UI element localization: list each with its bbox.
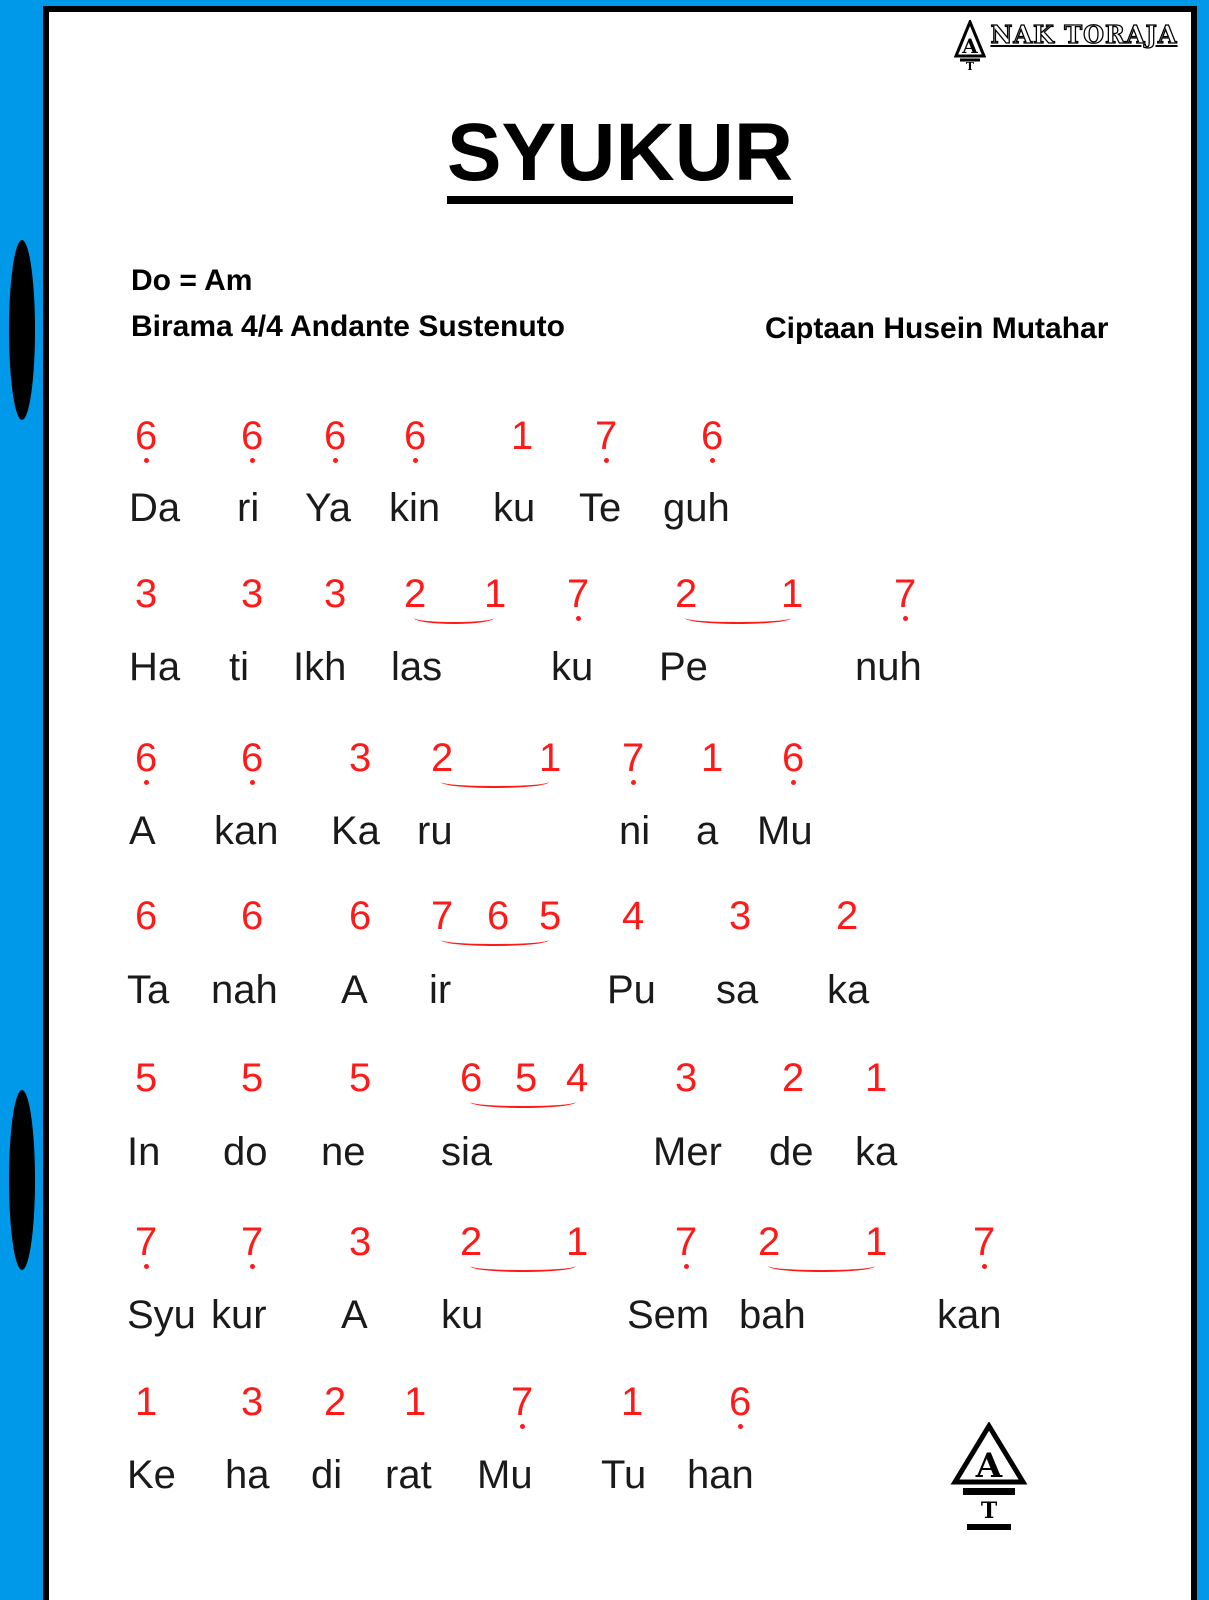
lower-octave-dot xyxy=(631,780,636,785)
slur-mark xyxy=(441,934,549,946)
slur-mark xyxy=(470,1096,576,1108)
note: 7 xyxy=(431,894,454,938)
note: 5 xyxy=(349,1056,372,1100)
lyric-syllable: Ya xyxy=(305,486,351,530)
slur-mark xyxy=(441,776,549,788)
note: 6 xyxy=(241,738,263,778)
note: 7 xyxy=(135,1222,157,1262)
note: 1 xyxy=(404,1380,427,1424)
lower-octave-dot xyxy=(250,458,255,463)
lower-octave-dot xyxy=(738,1424,743,1429)
lyric-syllable: ku xyxy=(493,486,536,530)
lyric-syllable: do xyxy=(223,1130,268,1174)
note: 6 xyxy=(729,1382,751,1422)
note: 6 xyxy=(487,894,510,938)
lower-octave-dot xyxy=(413,458,418,463)
lyric-syllable: Ke xyxy=(127,1453,176,1497)
note: 6 xyxy=(135,738,157,778)
note: 3 xyxy=(349,1220,372,1264)
note: 5 xyxy=(241,1056,264,1100)
note: 2 xyxy=(431,736,454,780)
lyric-syllable: A xyxy=(341,968,368,1012)
note: 7 xyxy=(675,1222,697,1262)
lower-octave-dot xyxy=(604,458,609,463)
note: 5 xyxy=(515,1056,538,1100)
brand-name: NAK TORAJA xyxy=(990,20,1178,49)
note: 2 xyxy=(836,894,859,938)
note: 6 xyxy=(135,894,158,938)
note: 3 xyxy=(729,894,752,938)
lyric-syllable: Ta xyxy=(127,968,170,1012)
lower-octave-dot xyxy=(144,1264,149,1269)
lower-octave-dot xyxy=(903,616,908,621)
lyric-syllable: nuh xyxy=(855,645,922,689)
lower-octave-dot xyxy=(250,780,255,785)
lyric-syllable: kan xyxy=(214,809,279,853)
lyric-syllable: kur xyxy=(211,1293,267,1337)
lyric-syllable: sia xyxy=(441,1130,493,1174)
note: 3 xyxy=(349,736,372,780)
key-signature: Do = Am xyxy=(131,264,253,297)
lyric-syllable: Mu xyxy=(757,809,813,853)
note: 6 xyxy=(135,416,157,456)
binder-ring-lower xyxy=(9,1090,35,1270)
note: 7 xyxy=(622,738,644,778)
note: 1 xyxy=(566,1220,589,1264)
lyric-syllable: ir xyxy=(429,968,452,1012)
note: 6 xyxy=(324,416,346,456)
lyric-syllable: di xyxy=(311,1453,343,1497)
note: 1 xyxy=(865,1056,888,1100)
note: 1 xyxy=(621,1380,644,1424)
note: 7 xyxy=(241,1222,263,1262)
meter-tempo: Birama 4/4 Andante Sustenuto xyxy=(131,310,565,343)
song-sheet xyxy=(43,6,1197,1600)
note: 6 xyxy=(349,894,372,938)
brand-logo-top xyxy=(954,20,1178,70)
note: 6 xyxy=(404,416,426,456)
note: 3 xyxy=(241,572,264,616)
slur-mark xyxy=(768,1260,875,1272)
note: 1 xyxy=(511,414,534,458)
note: 3 xyxy=(675,1056,698,1100)
lyric-syllable: Mu xyxy=(477,1453,533,1497)
lyric-syllable: In xyxy=(127,1130,161,1174)
note: 6 xyxy=(241,894,264,938)
lyric-syllable: ti xyxy=(229,645,249,689)
lyric-syllable: ni xyxy=(619,809,651,853)
lyric-syllable: Ka xyxy=(331,809,380,853)
lyric-syllable: ri xyxy=(237,486,260,530)
lyric-syllable: nah xyxy=(211,968,278,1012)
note: 2 xyxy=(675,572,698,616)
svg-text:T: T xyxy=(980,1498,998,1524)
note: 2 xyxy=(758,1220,781,1264)
note: 6 xyxy=(460,1056,483,1100)
lyric-syllable: Sem xyxy=(627,1293,710,1337)
song-title-wrap xyxy=(49,107,1191,204)
lower-octave-dot xyxy=(520,1424,525,1429)
lyric-syllable: ne xyxy=(321,1130,366,1174)
note: 5 xyxy=(539,894,562,938)
note: 1 xyxy=(701,736,724,780)
lower-octave-dot xyxy=(144,780,149,785)
song-title: SYUKUR xyxy=(447,112,793,204)
svg-text:A: A xyxy=(975,1446,1003,1486)
lyric-syllable: las xyxy=(391,645,443,689)
lyric-syllable: Syu xyxy=(127,1293,196,1337)
lyric-syllable: kin xyxy=(389,486,441,530)
note: 3 xyxy=(241,1380,264,1424)
lyric-syllable: ku xyxy=(551,645,594,689)
note: 6 xyxy=(241,416,263,456)
brand-a-icon xyxy=(954,20,986,70)
lyric-syllable: Mer xyxy=(653,1130,722,1174)
slur-mark xyxy=(470,1260,576,1272)
note: 1 xyxy=(539,736,562,780)
lyric-syllable: guh xyxy=(663,486,730,530)
note: 2 xyxy=(782,1056,805,1100)
brand-logo-bottom xyxy=(949,1422,1029,1542)
binder-ring-upper xyxy=(9,240,35,420)
note: 3 xyxy=(135,572,158,616)
note: 1 xyxy=(135,1380,158,1424)
lyric-syllable: Ha xyxy=(129,645,181,689)
note: 5 xyxy=(135,1056,158,1100)
lyric-syllable: ku xyxy=(441,1293,484,1337)
note: 1 xyxy=(781,572,804,616)
lyric-syllable: ka xyxy=(855,1130,898,1174)
note: 1 xyxy=(484,572,507,616)
brand-emblem-icon xyxy=(949,1422,1029,1537)
note: 2 xyxy=(460,1220,483,1264)
lyric-syllable: sa xyxy=(716,968,759,1012)
note: 7 xyxy=(567,574,589,614)
lyric-syllable: ka xyxy=(827,968,870,1012)
slur-mark xyxy=(414,612,494,624)
lower-octave-dot xyxy=(250,1264,255,1269)
note: 2 xyxy=(404,572,427,616)
note: 7 xyxy=(511,1382,533,1422)
composer: Ciptaan Husein Mutahar xyxy=(765,312,1109,345)
note: 4 xyxy=(622,894,645,938)
lower-octave-dot xyxy=(710,458,715,463)
slur-mark xyxy=(685,612,791,624)
svg-text:A: A xyxy=(962,34,978,58)
lower-octave-dot xyxy=(791,780,796,785)
lyric-syllable: a xyxy=(696,809,719,853)
lyric-syllable: ru xyxy=(417,809,453,853)
note: 7 xyxy=(595,416,617,456)
note: 4 xyxy=(566,1056,589,1100)
lyric-syllable: A xyxy=(341,1293,368,1337)
lyric-syllable: bah xyxy=(739,1293,806,1337)
lyric-syllable: Pe xyxy=(659,645,708,689)
note: 3 xyxy=(324,572,347,616)
note: 7 xyxy=(973,1222,995,1262)
lyric-syllable: kan xyxy=(937,1293,1002,1337)
note: 1 xyxy=(865,1220,888,1264)
lyric-syllable: de xyxy=(769,1130,814,1174)
lower-octave-dot xyxy=(144,458,149,463)
svg-text:T: T xyxy=(965,60,975,70)
note: 7 xyxy=(894,574,916,614)
lyric-syllable: han xyxy=(687,1453,754,1497)
lyric-syllable: Tu xyxy=(601,1453,647,1497)
lower-octave-dot xyxy=(982,1264,987,1269)
lower-octave-dot xyxy=(333,458,338,463)
lyric-syllable: rat xyxy=(385,1453,432,1497)
lyric-syllable: Ikh xyxy=(293,645,347,689)
lyric-syllable: Te xyxy=(579,486,622,530)
lower-octave-dot xyxy=(576,616,581,621)
note: 2 xyxy=(324,1380,347,1424)
lyric-syllable: A xyxy=(129,809,156,853)
lyric-syllable: ha xyxy=(225,1453,270,1497)
lyric-syllable: Pu xyxy=(607,968,656,1012)
note: 6 xyxy=(782,738,804,778)
lyric-syllable: Da xyxy=(129,486,181,530)
lower-octave-dot xyxy=(684,1264,689,1269)
note: 6 xyxy=(701,416,723,456)
